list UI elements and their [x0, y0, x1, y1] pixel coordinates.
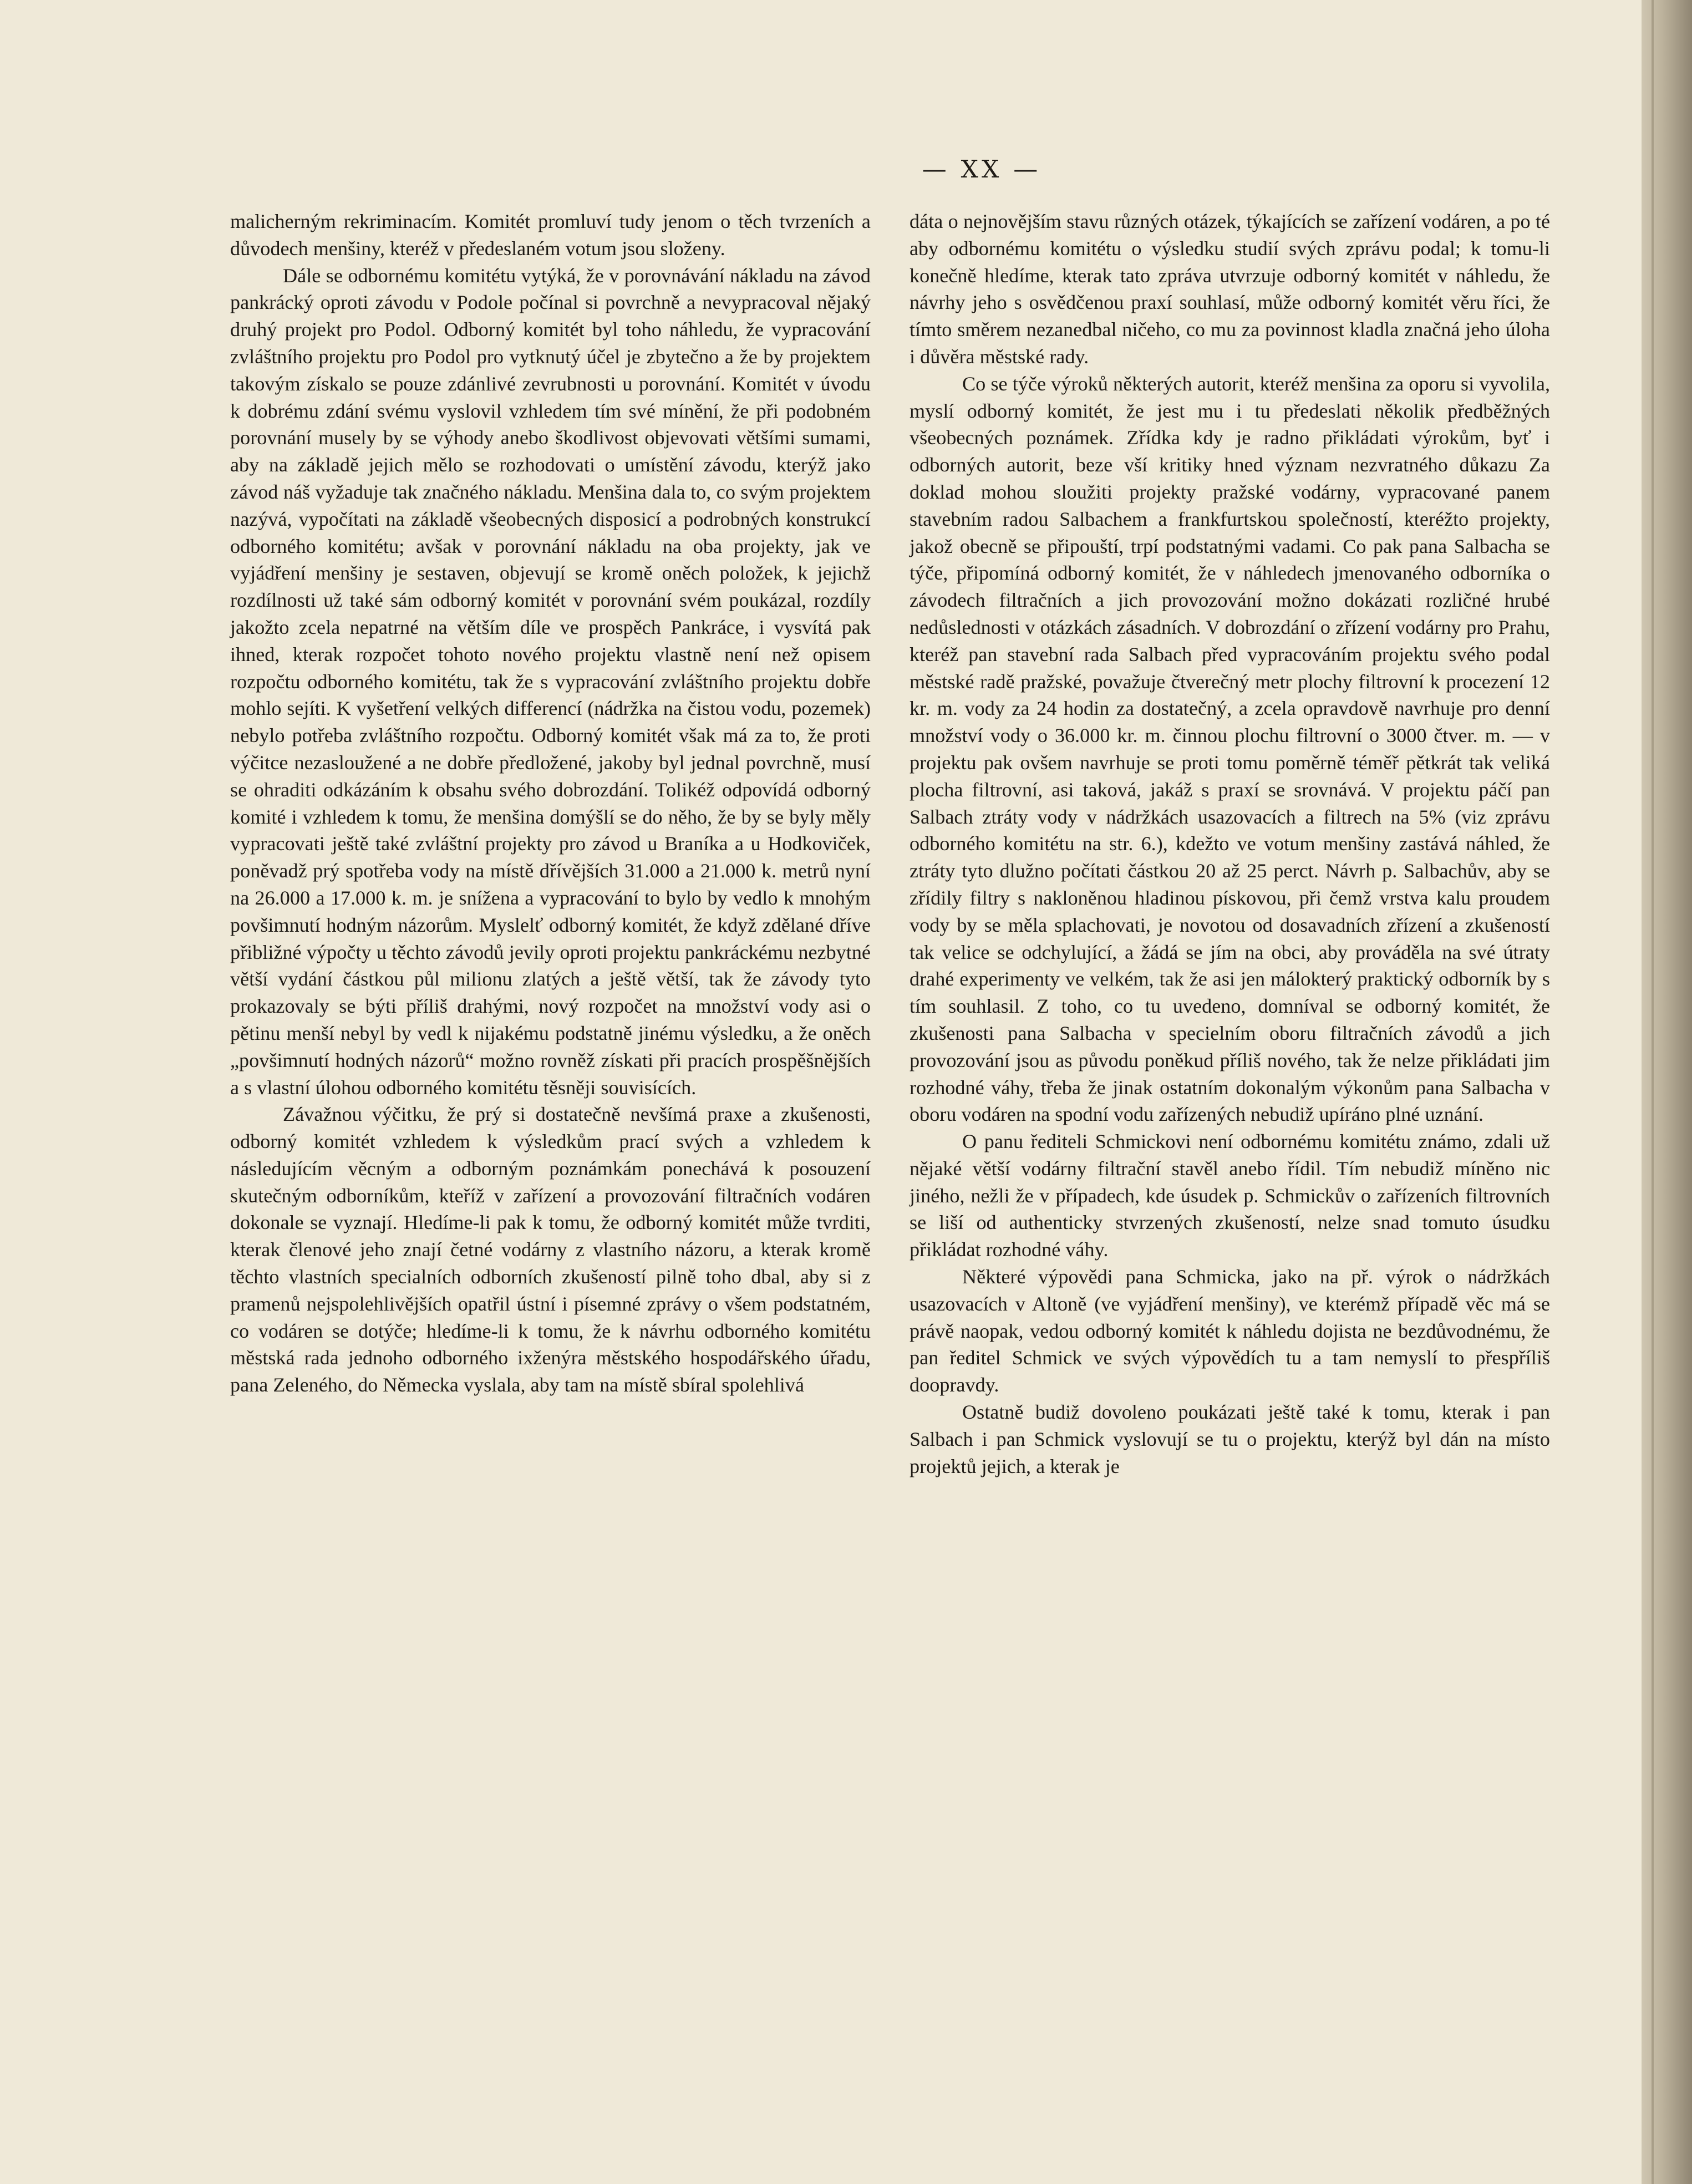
paragraph: Dále se odbornému komitétu vytýká, že v porovnávání nákladu na závod pankrácký oproti závodu v Podole počínal si povrchně a nevypracoval nějaký druhý projekt pro Podol. Odborný komitét byl toho náhledu, že vypracování zvláštního projektu pro Podol pro vytknutý účel je zbytečno a že by projektem takovým získalo se pouze zdánlivé zevrubnosti u porovnání. Komitét v úvodu k dobrému zdání svému vyslovil vzhledem tím své mínění, že při podobném porovnání musely by se výhody anebo škodlivost objevovati většími sumami, aby na základě jejich mělo se rozhodovati o umístění závodu, kterýž jako závod náš vyžaduje tak značného nákladu. Menšina dala to, co svým projektem nazývá, vypočítati na základě všeobecných disposicí a podrobných konstrukcí odborného komitétu; avšak v porovnání nákladu na oba projekty, jak ve vyjádření menšiny je sestaven, objevují se kromě oněch položek, k jejichž rozdílnosti už také sám odborný komitét v porovnání svém poukázal, rozdíly jakožto zcela nepatrné na větším díle ve prospěch Pankráce, i vysvítá pak ihned, kterak rozpočet tohoto nového projektu vlastně není než opisem rozpočtu odborného komitétu, tak že s vypracování zvláštního projektu dobře mohlo sejíti. K vyšetření velkých differencí (nádržka na čistou vodu, pozemek) nebylo potřeba zvláštního rozpočtu. Odborný komitét však má za to, že proti výčitce nezasloužené a ne dobře předložené, jakoby byl jednal povrchně, musí se ohraditi odkázáním k obsahu svého dobrozdání. Tolikéž odpovídá odborný komité i vzhledem k tomu, že menšina domýšlí se do něho, že by se byly měly vypracovati ještě také zvláštní projekty pro závod u Braníka a u Hodkoviček, poněvadž prý spotřeba vody na místě dřívějších 31.000 a 21.000 k. metrů nyní na 26.000 a 17.000 k. m. je snížena a vypracování to bylo by vedlo k mnohým povšimnutí hodným názorům. Myslelť odborný komitét, že když zdělané dříve přibližné výpočty u těchto závodů jevily oproti projektu pankráckému nezbytné větší vydání částkou půl milionu zlatých a ještě větší, tak že závody tyto prokazovaly se býti příliš drahými, nový rozpočet na množství vody asi o pětinu menší nebyl by vedl k nijakému podstatně jinému výsledku, a že oněch „povšimnutí hodných názorů“ možno rovněž získati při pracích prospěšnějších a s vlastní úlohou odborného komitétu těsněji souvisících. [230, 264, 871, 1099]
paragraph: dáta o nejnovějším stavu různých otázek, týkajících se zařízení vodáren, a po té aby odbornému komitétu o výsledku studií svých zprávu podal; k tomu-li konečně hledíme, kterak tato zpráva utvrzuje odborný komitét v náhledu, že návrhy jeho s osvědčenou praxí souhlasí, může odborný komitét věru říci, že tímto směrem nezanedbal ničeho, co mu za povinnost kladla značná jeho úloha i důvěra městské rady. [909, 210, 1550, 368]
left-column [230, 208, 871, 1399]
right-column [909, 208, 1550, 1480]
page-binding-edge [1642, 0, 1692, 2184]
paragraph: Ostatně budiž dovoleno poukázati ještě také k tomu, kterak i pan Salbach i pan Schmick vyslovují se tu o projektu, kterýž byl dán na místo projektů jejich, a kterak je [909, 1401, 1550, 1477]
paragraph: Závažnou výčitku, že prý si dostatečně nevšímá praxe a zkušenosti, odborný komitét vzhledem k výsledkům prací svých a vzhledem k následujícím věcným a odborným poznámkám ponechává k posouzení skutečným odborníkům, kteříž v zařízení a provozování filtračních vodáren dokonale se vyznají. Hledíme-li pak k tomu, že odborný komitét může tvrditi, kterak členové jeho znají četné vodárny z vlastního názoru, a kterak kromě těchto vlastních specialních odborních zkušeností pilně toho dbal, aby si z pramenů nejspolehlivějších opatřil ústní i písemné zprávy o všem podstatném, co vodáren se dotýče; hledíme-li k tomu, že k návrhu odborného komitétu městská rada jednoho odborného ixženýra městského hospodářského úřadu, pana Zeleného, do Německa vyslala, aby tam na místě sbíral spolehlivá [230, 1103, 871, 1396]
paragraph: Některé výpovědi pana Schmicka, jako na př. výrok o nádržkách usazovacích v Altoně (ve vyjádření menšiny), ve kterémž případě věc má se právě naopak, vedou odborný komitét k náhledu dojista ne bezdůvodnému, že pan ředitel Schmick ve svých výpovědích tu a tam nemyslí to přespříliš doopravdy. [909, 1266, 1550, 1396]
page-number: — XX — [922, 155, 1041, 184]
page-edge-line [1652, 0, 1654, 2184]
paragraph: Co se týče výroků některých autorit, kteréž menšina za oporu si vyvolila, myslí odborný komitét, že jest mu i tu předeslati několik předběžných všeobecných poznámek. Zřídka kdy je radno přikládati výrokům, byť i odborných autorit, beze vší kritiky hned význam nezvratného důkazu Za doklad mohou sloužiti projekty pražské vodárny, vypracované panem stavebním radou Salbachem a frankfurtskou společností, kteréžto projekty, jakož obecně se připouští, trpí podstatnými vadami. Co pak pana Salbacha se týče, připomíná odborný komitét, že v náhledech jmenovaného odborníka o závodech filtračních a jich provozování možno dokázati rozličné hrubé nedůslednosti v otázkách zásadních. V dobrozdání o zřízení vodárny pro Prahu, kteréž pan stavební rada Salbach před vypracováním projektu svého podal městské radě pražské, považuje čtverečný metr plochy filtrovní k procezení 12 kr. m. vody za 24 hodin za dostatečný, a zcela opravdově navrhuje pro denní množství vody o 36.000 kr. m. činnou plochu filtrovní o 3000 čtver. m. — v projektu pak ovšem navrhuje se proti tomu poměrně téměř pětkrát tak veliká plocha filtrovní, asi taková, jakáž s praxí se srovnává. V projektu páčí pan Salbach ztráty vody v nádržkách usazovacích a filtrech na 5% (viz zprávu odborného komitétu na str. 6.), kdežto ve votum menšiny zastává náhled, že ztráty tyto dlužno počítati částkou 20 až 25 perct. Návrh p. Salbachův, aby se zřídily filtry s nakloněnou hladinou pískovou, při čemž vrstva kalu proudem vody by se měla splachovati, je novotou od dosavadních zřízení a zkušeností tak velice se odchylující, a žádá se jím na obci, aby prováděla na své útraty drahé experimenty ve velkém, tak že asi jen málokterý praktický odborník by s tím souhlasil. Z toho, co tu uvedeno, domníval se odborný komitét, že zkušenosti pana Salbacha v specielním oboru filtračních závodů a jich provozování jsou as původu poněkud příliš nového, tak že nelze přikládati jim rozhodné váhy, třeba že jinak ostatním dokonalým výkonům pana Salbacha v oboru vodáren na spodní vodu zařízených nebudiž upíráno plné uznání. [909, 372, 1550, 1126]
paragraph: O panu řediteli Schmickovi není odbornému komitétu známo, zdali už nějaké větší vodárny filtrační stavěl anebo řídil. Tím nebudiž míněno nic jiného, nežli že v případech, kde úsudek p. Schmickův o zařízeních filtrovních se liší od authenticky stvrzených zkušeností, nelze snad tomuto úsudku přikládat rozhodné váhy. [909, 1130, 1550, 1261]
paragraph: malicherným rekriminacím. Komitét promluví tudy jenom o těch tvrzeních a důvodech menšiny, kteréž v předeslaném votum jsou složeny. [230, 210, 871, 260]
